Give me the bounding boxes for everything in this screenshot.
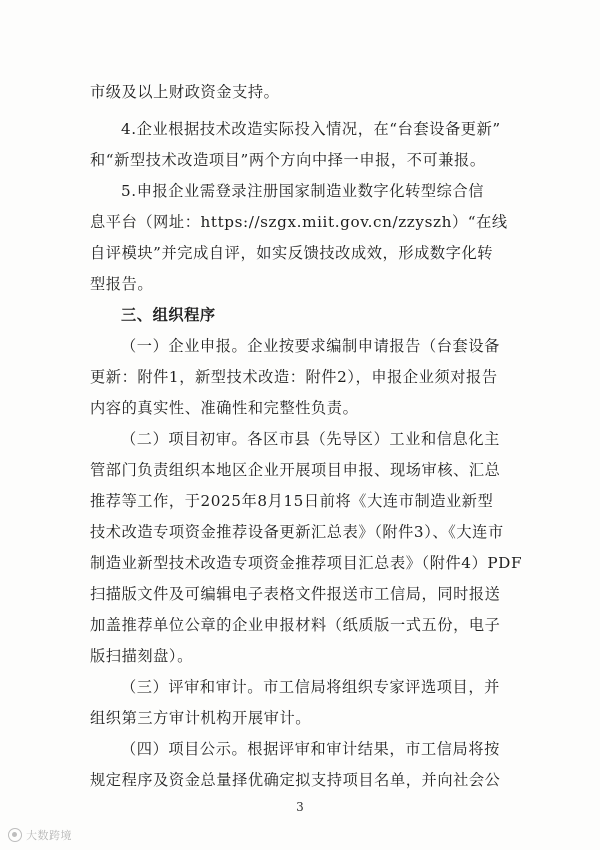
paragraph-line: （三）评审和审计。市工信局将组织专家评选项目，并	[121, 678, 500, 696]
watermark-text: 大数跨境	[26, 829, 72, 842]
watermark-logo-icon	[8, 828, 22, 842]
paragraph-line: 加盖推荐单位公章的企业申报材料（纸质版一式五份，电子	[90, 616, 501, 634]
paragraph-line: 规定程序及资金总量择优确定拟支持项目名单，并向社会公	[90, 771, 501, 789]
paragraph-line: 内容的真实性、准确性和完整性负责。	[90, 399, 359, 417]
paragraph-line: 自评模块”并完成自评，如实反馈技改成效，形成数字化转	[90, 244, 494, 262]
section-heading: 三、组织程序	[121, 306, 216, 324]
paragraph-line: 技术改造专项资金推荐设备更新汇总表》（附件3）、《大连市	[90, 523, 504, 541]
paragraph-line: 扫描版文件及可编辑电子表格文件报送市工信局，同时报送	[90, 585, 501, 603]
paragraph-line: 息平台（网址：https://szgx.miit.gov.cn/zzyszh）“在线	[90, 213, 508, 231]
paragraph-line: （一）企业申报。企业按要求编制申请报告（台套设备	[121, 337, 500, 355]
paragraph-line: （二）项目初审。各区市县（先导区）工业和信息化主	[121, 430, 500, 448]
paragraph-line: 制造业新型技术改造专项资金推荐项目汇总表》（附件4）PDF	[90, 554, 523, 572]
page-number: 3	[296, 800, 304, 814]
watermark	[8, 826, 72, 844]
paragraph-line: 组织第三方审计机构开展审计。	[90, 709, 312, 727]
paragraph-line: 型报告。	[90, 275, 154, 293]
paragraph-line: 更新：附件1，新型技术改造：附件2），申报企业须对报告	[90, 368, 498, 386]
paragraph-line: 版扫描刻盘）。	[90, 647, 193, 665]
paragraph-line: 管部门负责组织本地区企业开展项目申报、现场审核、汇总	[90, 461, 501, 479]
paragraph-line: 5.申报企业需登录注册国家制造业数字化转型综合信	[121, 182, 485, 200]
paragraph-line: 4.企业根据技术改造实际投入情况，在“台套设备更新”	[121, 120, 501, 138]
paragraph-line: 市级及以上财政资金支持。	[90, 83, 280, 101]
paragraph-line: 推荐等工作，于2025年8月15日前将《大连市制造业新型	[90, 492, 494, 510]
paragraph-line: （四）项目公示。根据评审和审计结果，市工信局将按	[121, 740, 500, 758]
paragraph-line: 和“新型技术改造项目”两个方向中择一申报，不可兼报。	[90, 151, 486, 169]
